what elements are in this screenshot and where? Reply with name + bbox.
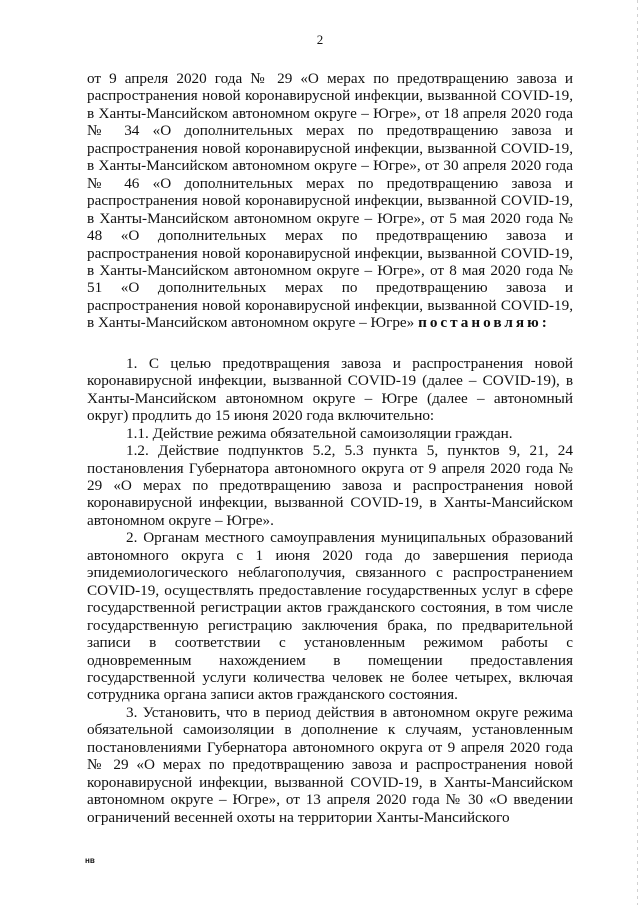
paragraph-item-2: 2. Органам местного самоуправления муниципальных образований автономного округа с 1 июня 2020 года до завершения периода эпидемиологического неблагополучия, связанного с распространением COVID-19, осуществлять предоставление государственных услуг в сфере государственной регистрации актов гражданского состояния, в том числе государственную регистрацию заключения брака, по предварительной записи в соответствии с установленным режимом работы с одновременным нахождением в помещении предоставления государственной услуги количества человек не более четырех, включая сотрудника органа записи актов гражданского состояния. xyxy=(87,529,573,704)
paragraph-gap xyxy=(87,332,573,355)
resolution-keyword: постановляю: xyxy=(418,314,550,332)
page-number: 2 xyxy=(316,32,324,47)
paragraph-item-1-1: 1.1. Действие режима обязательной самоизоляции граждан. xyxy=(126,424,513,442)
scan-edge-artifact xyxy=(637,0,638,905)
document-body xyxy=(87,70,573,826)
footer-initials: нв xyxy=(85,856,95,865)
paragraph-item-3: 3. Установить, что в период действия в автономном округе режима обязательной самоизоляции в дополнение к случаям, установленным постановлениями Губернатора автономного округа от 9 апреля 2020 года № 29 «О мерах по предотвращению завоза и распространения новой коронавирусной инфекции, вызванной COVID-19, в Ханты-Мансийском автономном округе – Югре», от 13 апреля 2020 года № 30 «О введении ограничений весенней охоты на территории Ханты-Мансийского xyxy=(87,703,573,826)
paragraph-item-1: 1. С целью предотвращения завоза и распространения новой коронавирусной инфекции, вызванной COVID-19 (далее – COVID-19), в Ханты-Мансийском автономном округе – Югре (далее – автономный округ) продлить до 15 июня 2020 года включительно: xyxy=(87,354,573,425)
paragraph-preamble xyxy=(87,70,573,332)
paragraph-item-1-2: 1.2. Действие подпунктов 5.2, 5.3 пункта 5, пунктов 9, 21, 24 постановления Губернатора автономного округа от 9 апреля 2020 года № 29 «О мерах по предотвращению завоза и распространения новой коронавирусной инфекции, вызванной COVID-19, в Ханты-Мансийском автономном округе – Югре». xyxy=(87,442,573,529)
preamble-text: от 9 апреля 2020 года № 29 «О мерах по предотвращению завоза и распространения новой коронавирусной инфекции, вызванной COVID-19, в Ханты-Мансийском автономном округе – Югре», от 18 апреля 2020 года № 34 «О дополнительных мерах по предотвращению завоза и распространения новой коронавирусной инфекции, вызванной COVID-19, в Ханты-Мансийском автономном округе – Югре», от 30 апреля 2020 года № 46 «О дополнительных мерах по предотвращению завоза и распространения новой коронавирусной инфекции, вызванной COVID-19, в Ханты-Мансийском автономном округе – Югре», от 5 мая 2020 года № 48 «О дополнительных мерах по предотвращению завоза и распространения новой коронавирусной инфекции, вызванной COVID-19, в Ханты-Мансийском автономном округе – Югре», от 8 мая 2020 года № 51 «О дополнительных мерах по предотвращению завоза и распространения новой коронавирусной инфекции, вызванной COVID-19, в Ханты-Мансийском автономном округе – Югре» xyxy=(87,70,573,332)
